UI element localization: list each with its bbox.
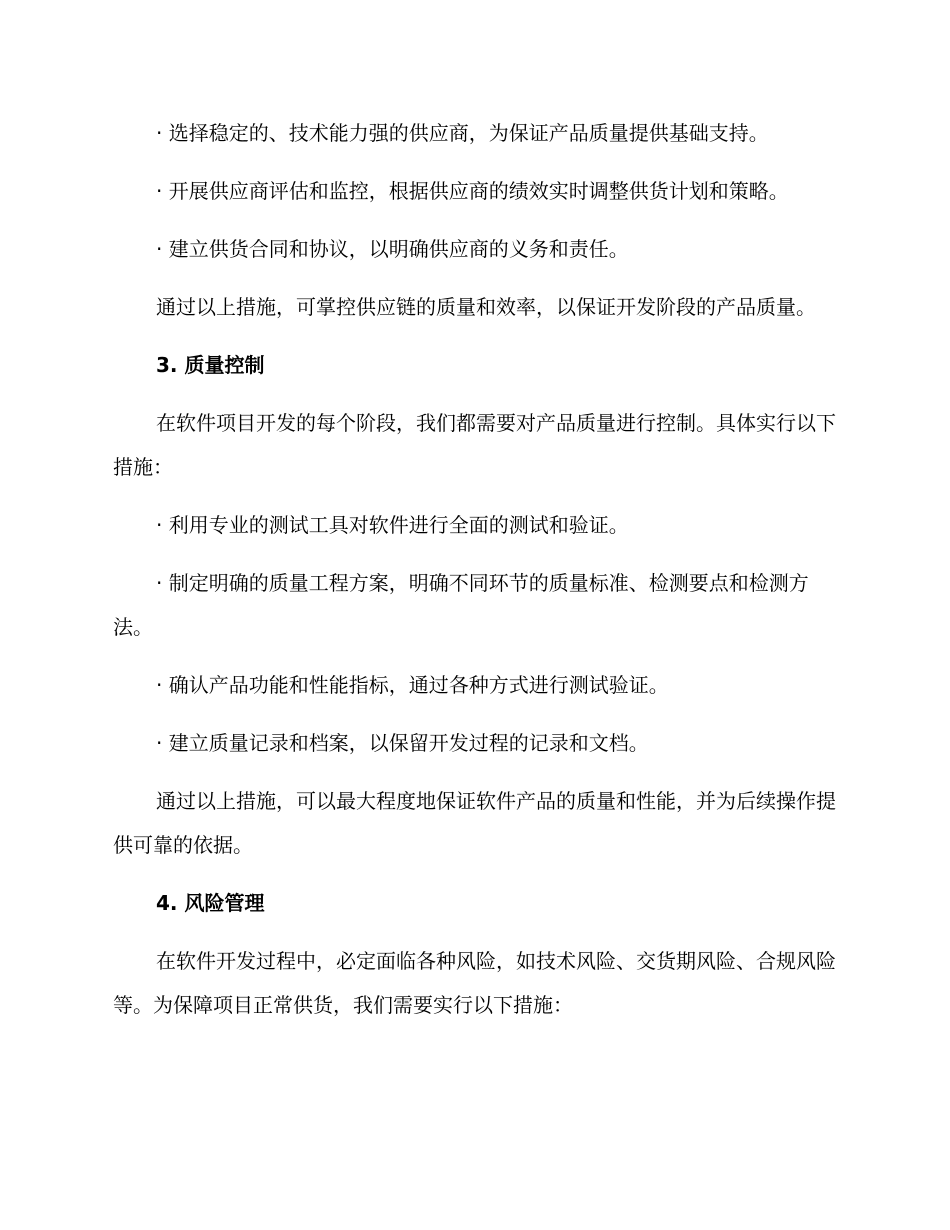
bullet-select-suppliers: · 选择稳定的、技术能力强的供应商，为保证产品质量提供基础支持。 bbox=[156, 121, 769, 145]
document-body bbox=[113, 111, 837, 1041]
supply-chain-summary: 通过以上措施，可掌控供应链的质量和效率，以保证开发阶段的产品质量。 bbox=[156, 295, 816, 319]
risk-management-intro: 在软件开发过程中，必定面临各种风险，如技术风险、交货期风险、合规风险等。为保障项目正常供货，我们需要实行以下措施： bbox=[113, 949, 836, 1017]
bullet-supply-contracts: · 建立供货合同和协议，以明确供应商的义务和责任。 bbox=[156, 237, 629, 261]
section-3-heading: 3. 质量控制 bbox=[156, 353, 265, 377]
bullet-quality-records: · 建立质量记录和档案，以保留开发过程的记录和文档。 bbox=[156, 731, 649, 755]
bullet-confirm-metrics: · 确认产品功能和性能指标，通过各种方式进行测试验证。 bbox=[156, 673, 669, 697]
bullet-quality-plan: · 制定明确的质量工程方案，明确不同环节的质量标准、检测要点和检测方法。 bbox=[113, 571, 809, 639]
quality-control-summary: 通过以上措施，可以最大程度地保证软件产品的质量和性能，并为后续操作提供可靠的依据。 bbox=[113, 789, 836, 857]
bullet-testing-tools: · 利用专业的测试工具对软件进行全面的测试和验证。 bbox=[156, 513, 629, 537]
quality-control-intro: 在软件项目开发的每个阶段，我们都需要对产品质量进行控制。具体实行以下措施： bbox=[113, 411, 836, 479]
bullet-supplier-evaluation: · 开展供应商评估和监控，根据供应商的绩效实时调整供货计划和策略。 bbox=[156, 179, 789, 203]
section-4-heading: 4. 风险管理 bbox=[156, 891, 265, 915]
